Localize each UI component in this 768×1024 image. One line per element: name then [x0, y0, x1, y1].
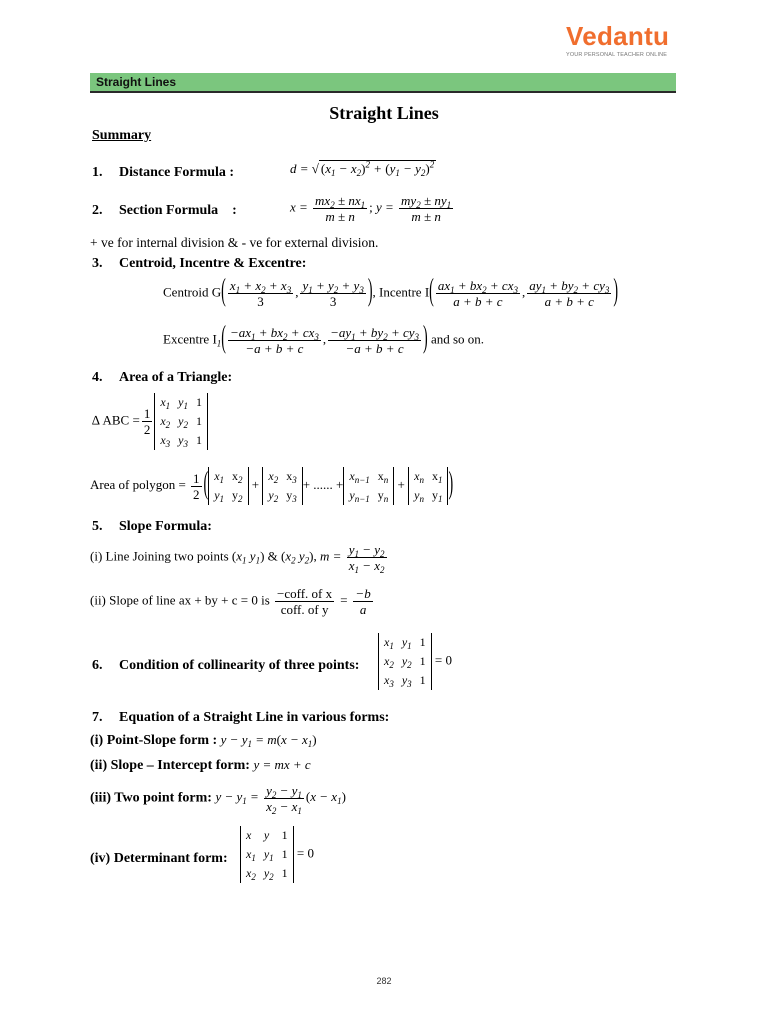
distance-formula: d = √ $(x_1 - x_2)^2 + (y_1 - y_2)^2$ — [290, 159, 435, 178]
page-title: Straight Lines — [329, 103, 439, 123]
collinearity-determinant: $x_1$ $y_1$ 1 $x_2$ $y_2$ 1 $x_3$ $y_3$ 1 = 0 — [378, 633, 452, 690]
slope-intercept-form: (ii) Slope – Intercept form: y = mx + c — [90, 757, 311, 773]
polygon-area-formula: Area of polygon = $\frac{1}{2}$ ( $x_1$ $x_2$ $y_1$ $y_2$ + $x_2$ $x_3$ $y_2$ $y_3$ + ...... + $x_{n-1}$ $x_n$ $y_{n-1}$ $y_n$ + $x_n$ $x_1$ $y_n$ $y_1$ ) — [90, 467, 454, 504]
page-number: 282 — [376, 976, 392, 986]
area-heading: 4. Area of a Triangle: — [92, 370, 233, 385]
excentre-formula: Excentre $I_1$( $\frac{-ax_1 + bx_2 + cx_3}{-a + b + c}$ , $\frac{-ay_1 + by_2 + cy_3}{-a + b + c}$ ) and so on. — [163, 322, 485, 357]
triangle-area-formula: ∆ ABC = $\frac{1}{2}$ $x_1$ $y_1$ 1 $x_2$ $y_2$ 1 $x_3$ $y_3$ 1 — [92, 393, 208, 450]
slope-heading: 5. Slope Formula: — [92, 519, 212, 534]
topic-bar — [90, 73, 676, 93]
equation-forms-heading: 7. Equation of a Straight Line in various forms: — [92, 710, 390, 725]
logo-text: Vedantu — [566, 21, 670, 51]
slope-of-line: (ii) Slope of line ax + by + c = 0 is $\frac{\text{−coff. of x}}{\text{coff. of y}}$ = $\frac{-b}{a}$ — [90, 586, 371, 617]
two-point-form: (iii) Two point form: $y - y_1$ = $\frac{y_2 - y_1}{x_2 - x_1}$ $(x - x_1)$ — [90, 783, 346, 816]
collinearity-heading: 6. Condition of collinearity of three points: — [92, 658, 360, 673]
slope-two-points: (i) Line Joining two points ($x_1$ $y_1$) & ($x_2$ $y_2$), m = $\frac{y_1 - y_2}{x_1 - x_2}$ — [90, 542, 385, 575]
section-formula: x = $\frac{mx_2 \pm nx_1}{m \pm n}$ ; y = $\frac{my_2 \pm ny_1}{m \pm n}$ — [290, 193, 452, 224]
point-slope-form: (i) Point-Slope form : $y - y_1 = m(x - x_1)$ — [90, 732, 317, 749]
determinant-form-label: (iv) Determinant form: — [90, 851, 228, 866]
vedantu-logo — [566, 22, 680, 62]
summary-heading: Summary — [92, 128, 152, 143]
centroid-incentre-formula: Centroid G( $\frac{x_1 + x_2 + x_3}{3}$ , $\frac{y_1 + y_2 + y_3}{3}$ ), Incentre I( $\frac{ax_1 + bx_2 + cx_3}{a + b + c}$ , $\frac{ay_1 + by_2 + cy_3}{a + b + c}$ ) — [163, 275, 619, 310]
distance-heading: 1. Distance Formula : — [92, 165, 235, 180]
section-heading: 2. Section Formula : — [92, 203, 237, 218]
centroid-heading: 3. Centroid, Incentre & Excentre: — [92, 256, 307, 271]
topic-label: Straight Lines — [96, 75, 177, 89]
determinant-form: x y 1 $x_1$ $y_1$ 1 $x_2$ $y_2$ 1 = 0 — [240, 826, 314, 883]
section-note: + ve for internal division & - ve for external division. — [90, 235, 379, 250]
triangle-determinant: $x_1$ $y_1$ 1 $x_2$ $y_2$ 1 $x_3$ $y_3$ 1 — [154, 393, 208, 450]
logo-tagline: YOUR PERSONAL TEACHER ONLINE — [566, 52, 668, 58]
